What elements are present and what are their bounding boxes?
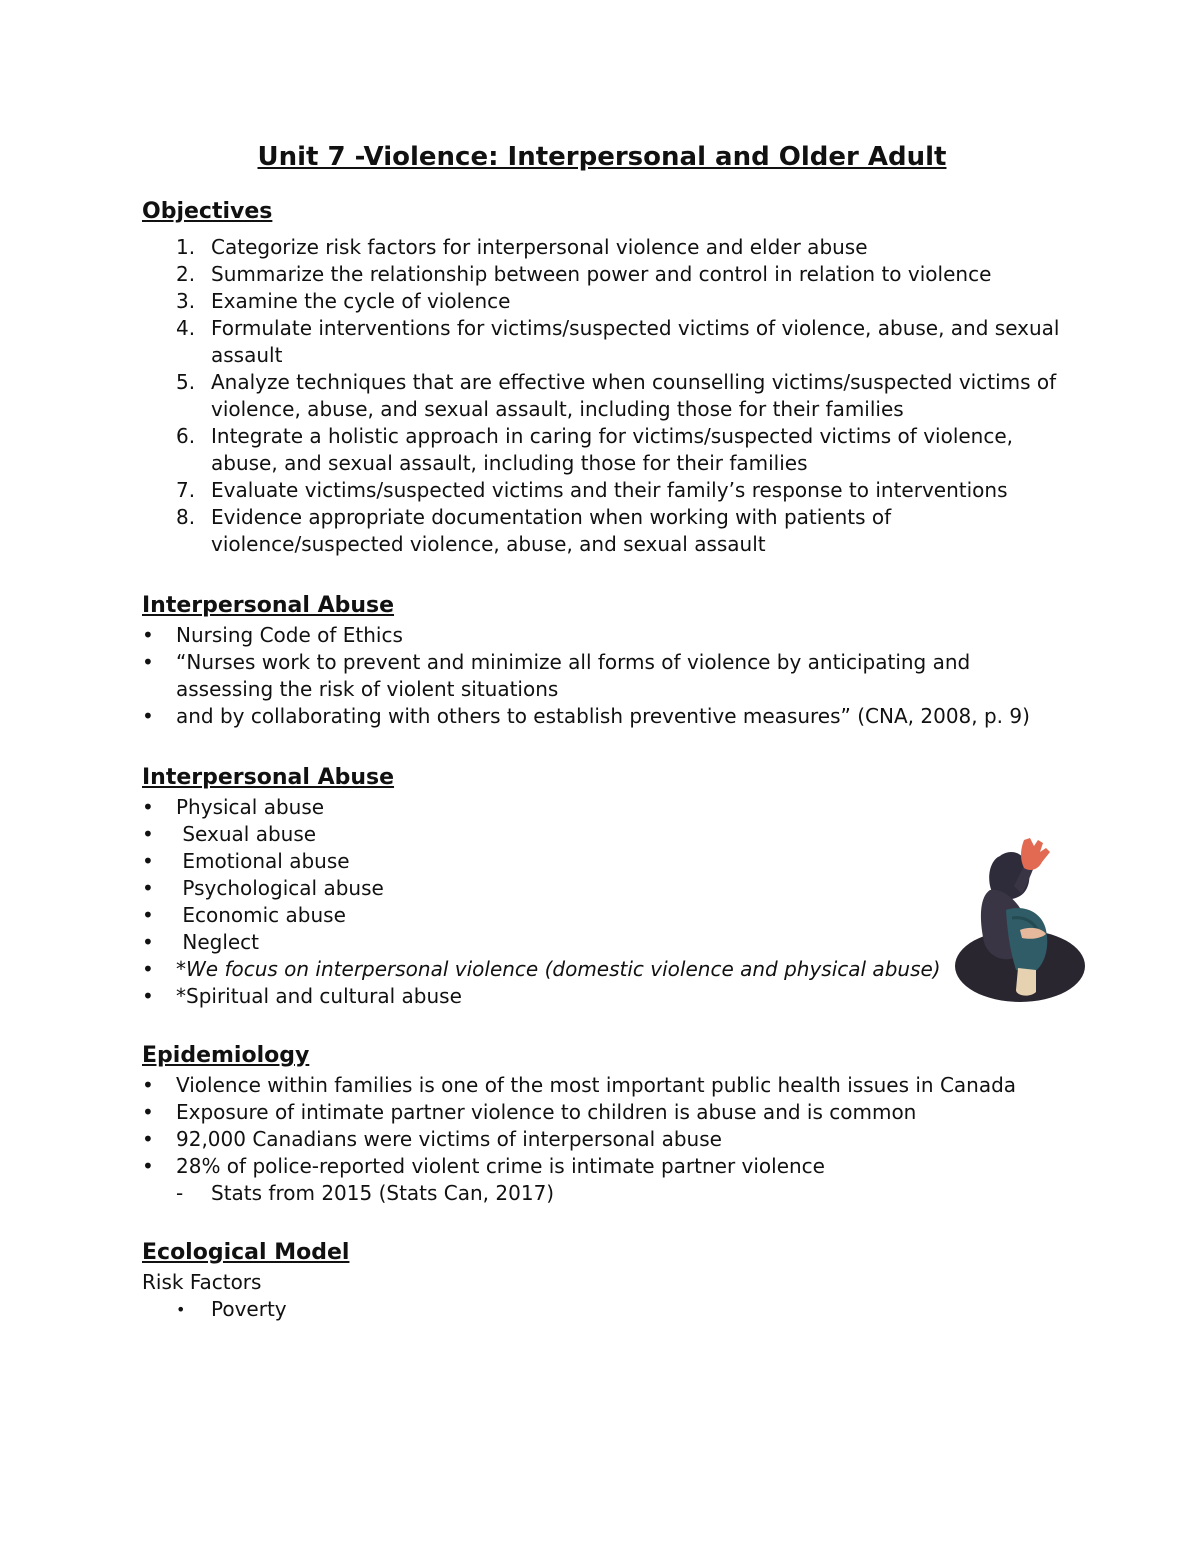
list-item: • Sexual abuse: [142, 821, 1062, 848]
note-star: *: [176, 957, 186, 981]
list-item: 1. Categorize risk factors for interpersonal violence and elder abuse: [176, 235, 868, 259]
section-heading-interpersonal-abuse-types: Interpersonal Abuse: [142, 765, 395, 790]
risk-factors-label: Risk Factors: [142, 1270, 262, 1294]
section-heading-ecological-model: Ecological Model: [142, 1240, 350, 1265]
list-item: 5. Analyze techniques that are effective when counselling victims/suspected victims of violence, abuse, and sexual assault, including those for their families: [176, 370, 1057, 421]
list-item: 3. Examine the cycle of violence: [176, 289, 511, 313]
list-item: • Neglect: [142, 929, 1062, 956]
list-item: 4. Formulate interventions for victims/suspected victims of violence, abuse, and sexual assault: [176, 316, 1060, 367]
section-heading-interpersonal-abuse: Interpersonal Abuse: [142, 593, 395, 618]
page-title: Unit 7 -Violence: Interpersonal and Older Adult: [257, 142, 947, 172]
list-item: • Poverty: [142, 1296, 1062, 1323]
section-heading-objectives: Objectives: [142, 199, 273, 224]
list-item: • Nursing Code of Ethics: [142, 622, 1062, 649]
section-heading-epidemiology: Epidemiology: [142, 1043, 310, 1068]
list-item: • Emotional abuse: [142, 848, 1062, 875]
epidemiology-list: [142, 1072, 1062, 1207]
distressed-person-stop-hand-icon: [950, 838, 1090, 1008]
list-item: • Physical abuse: [142, 794, 1062, 821]
list-item: • and by collaborating with others to establish preventive measures” (CNA, 2008, p. 9): [142, 703, 1062, 730]
list-item: • 92,000 Canadians were victims of interpersonal abuse: [142, 1126, 1062, 1153]
list-item: • Violence within families is one of the most important public health issues in Canada: [142, 1072, 1062, 1099]
list-item: • Economic abuse: [142, 902, 1062, 929]
risk-factors-list: [142, 1296, 1062, 1323]
list-item: [142, 956, 1062, 983]
list-item: 6. Integrate a holistic approach in caring for victims/suspected victims of violence, abuse, and sexual assault, including those for their families: [176, 424, 1014, 475]
list-item: 8. Evidence appropriate documentation when working with patients of violence/suspected violence, abuse, and sexual assault: [176, 505, 892, 556]
sub-list-item: - Stats from 2015 (Stats Can, 2017): [142, 1180, 1062, 1207]
list-item: 7. Evaluate victims/suspected victims and their family’s response to interventions: [176, 478, 1008, 502]
list-item: • 28% of police-reported violent crime is intimate partner violence: [142, 1153, 1062, 1180]
list-item: • “Nurses work to prevent and minimize all forms of violence by anticipating and assessing the risk of violent situations: [142, 649, 1062, 703]
list-item: 2. Summarize the relationship between power and control in relation to violence: [176, 262, 992, 286]
interpersonal-abuse-list: [142, 622, 1062, 730]
list-item: • Psychological abuse: [142, 875, 1062, 902]
abuse-types-list: [142, 794, 1062, 1010]
list-item: • Exposure of intimate partner violence to children is abuse and is common: [142, 1099, 1062, 1126]
focus-note: We focus on interpersonal violence (domestic violence and physical abuse): [186, 957, 941, 981]
list-item: • *Spiritual and cultural abuse: [142, 983, 1062, 1010]
document-page: [142, 138, 1062, 1323]
objectives-list: [142, 234, 1062, 558]
